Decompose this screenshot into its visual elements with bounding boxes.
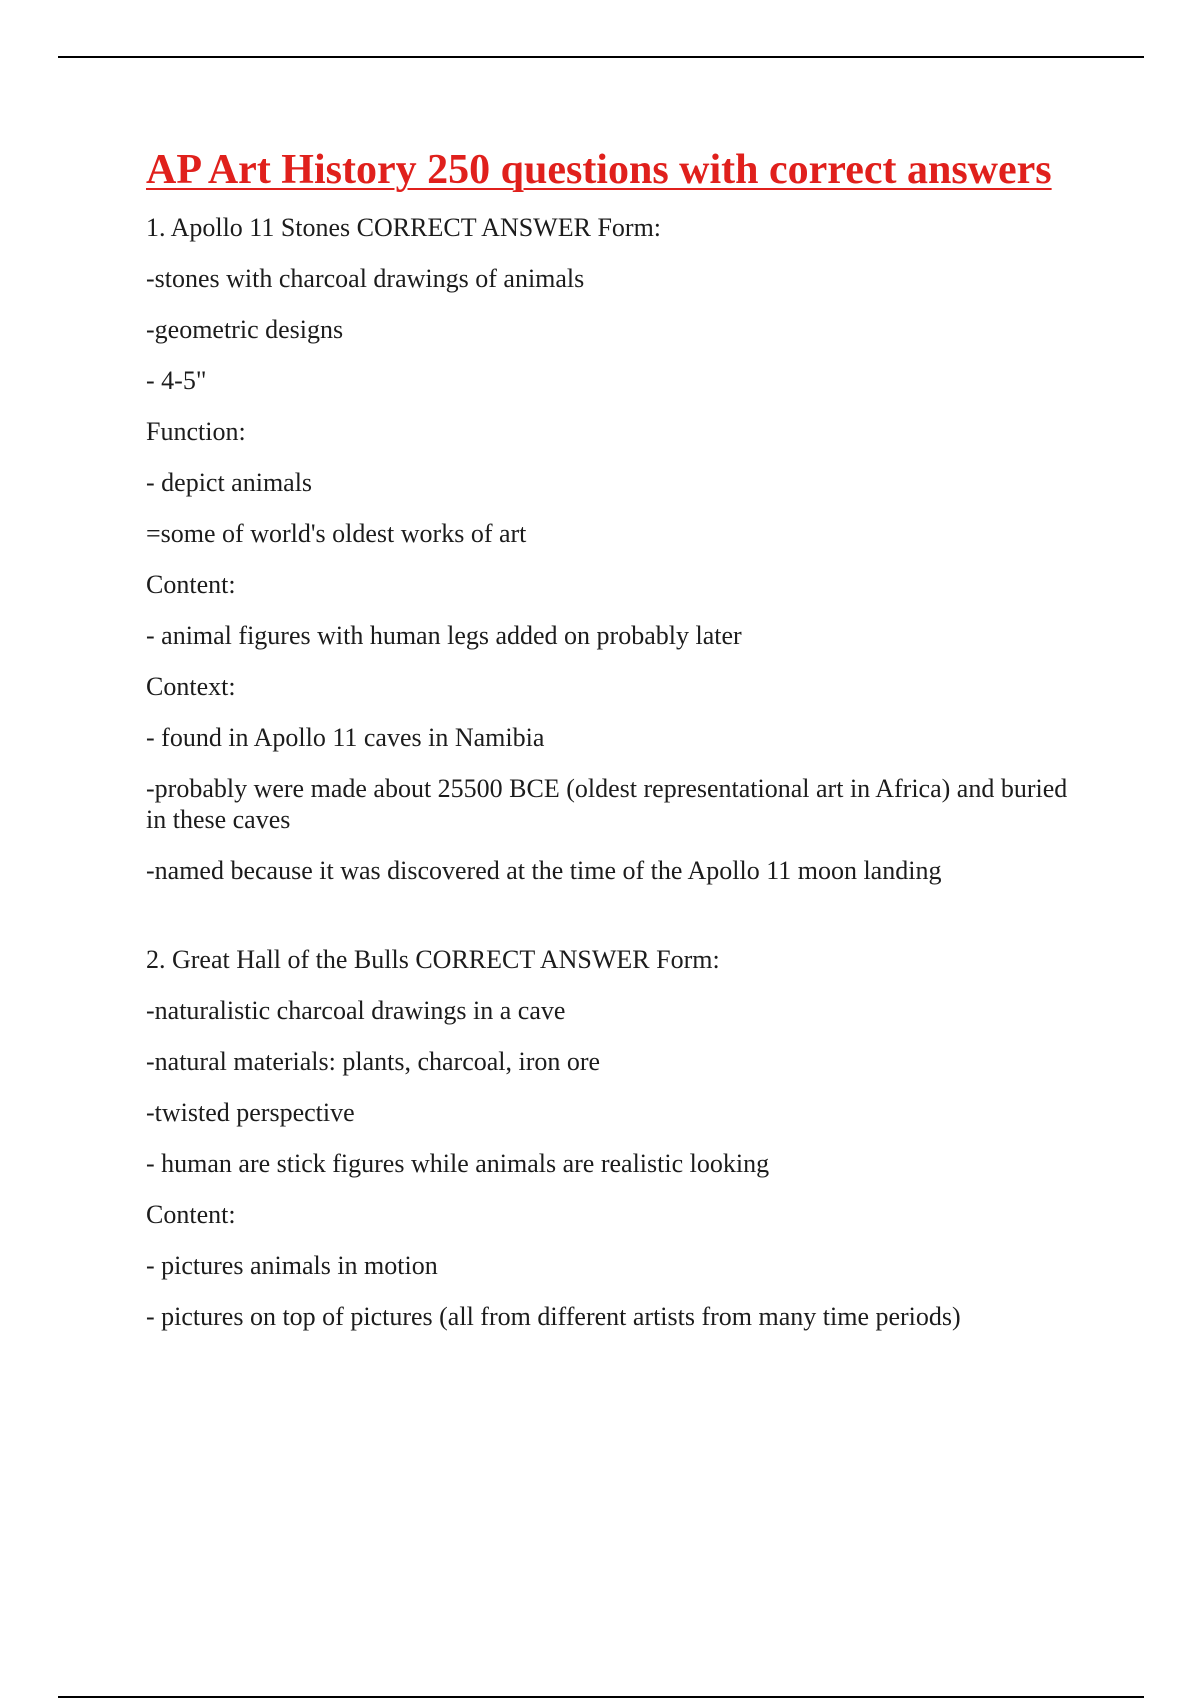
answer-line: -probably were made about 25500 BCE (oldest representational art in Africa) and buried in these caves <box>146 774 1068 834</box>
document-title: AP Art History 250 questions with correct answers <box>146 147 1052 193</box>
top-rule <box>58 56 1144 58</box>
answer-line: -stones with charcoal drawings of animals <box>146 264 585 293</box>
answer-line: - pictures animals in motion <box>146 1251 438 1280</box>
section-label: Function: <box>146 417 246 446</box>
bottom-rule <box>58 1696 1144 1698</box>
document-body <box>146 142 1086 1352</box>
answer-line: -named because it was discovered at the time of the Apollo 11 moon landing <box>146 856 942 885</box>
answer-line: -twisted perspective <box>146 1098 355 1127</box>
section-label: Context: <box>146 672 236 701</box>
question-heading: 2. Great Hall of the Bulls CORRECT ANSWER Form: <box>146 945 720 974</box>
answer-line: - animal figures with human legs added on probably later <box>146 621 742 650</box>
answer-line: - found in Apollo 11 caves in Namibia <box>146 723 545 752</box>
section-spacer <box>146 906 1086 944</box>
answer-line: - 4-5" <box>146 366 207 395</box>
answer-line: - pictures on top of pictures (all from different artists from many time periods) <box>146 1302 961 1331</box>
section-label: Content: <box>146 1200 236 1229</box>
question-1 <box>146 212 1086 886</box>
answer-line: - human are stick figures while animals are realistic looking <box>146 1149 770 1178</box>
answer-line: -natural materials: plants, charcoal, iron ore <box>146 1047 601 1076</box>
question-2 <box>146 944 1086 1332</box>
answer-line: - depict animals <box>146 468 313 497</box>
answer-line: =some of world's oldest works of art <box>146 519 527 548</box>
answer-line: -naturalistic charcoal drawings in a cave <box>146 996 566 1025</box>
question-heading: 1. Apollo 11 Stones CORRECT ANSWER Form: <box>146 213 662 242</box>
section-label: Content: <box>146 570 236 599</box>
answer-line: -geometric designs <box>146 315 344 344</box>
